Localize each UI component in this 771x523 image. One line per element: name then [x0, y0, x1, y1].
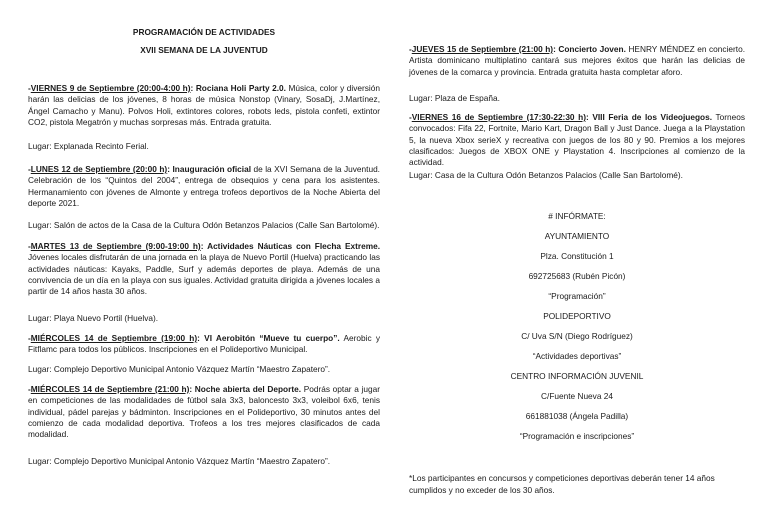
event-location: Lugar: Casa de la Cultura Odón Betanzos Palacios (Calle San Bartolomé). [409, 170, 683, 180]
info-line: AYUNTAMIENTO [544, 231, 610, 241]
info-line: POLIDEPORTIVO [543, 311, 611, 321]
event-name: Concierto Joven. [558, 44, 626, 54]
event-block: -MIÉRCOLES 14 de Septiembre (21:00 h): Noche abierta del Deporte. Podrás optar a jugar en competiciones de las modalidades de fútbol sala 3x3, baloncesto 3x3, voleibol 6x6, tenis individual, pádel parejas y bádminton. Inscripciones en el Polideportivo, 30 minutos antes del comienzo de cada modalidad deportiva. Trofeos a los tres mejores clasificados de cada modalidad. [28, 384, 380, 440]
event-location: Lugar: Playa Nuevo Portil (Huelva). [28, 313, 159, 323]
event-description: de la XVI Semana de la Juventud. Celebración de los “Quintos del 2004”, entrega de obsequios y cena para los asistentes. Hermanamiento con jóvenes de Almonte y entrega trofeos deportivos de la Noche Abierta del deporte 2021. [28, 164, 380, 208]
footnote: *Los participantes en concursos y competiciones deportivas deberán tener 14 años cumplidos y no exceder de los 30 años. [409, 473, 715, 495]
event-name: VI Aerobitón “Mueve tu cuerpo”. [204, 333, 340, 343]
event-description: Torneos convocados: Fifa 22, Fortnite, Mario Kart, Dragon Ball y Just Dance. Juega a la Playstation 5, la nueva Xbox serieX y recreativa con juegos de los 80 y 90. Premios a los mejores clasificados: Juegos de XBOX ONE y Playstation 4. Inscripciones al comienzo de la actividad. [409, 112, 746, 168]
info-line: 692725683 (Rubén Picón) [528, 271, 626, 281]
info-line: “Programación e inscripciones” [519, 431, 635, 441]
event-description: Podrás optar a jugar en competiciones de las modalidades de fútbol sala 3x3, baloncesto 3x3, voleibol 6x6, tenis individual, pádel parejas y bádminton. Inscripciones en el Polideportivo, 30 minutos antes del comienzo de cada modalidad deportiva. Trofeos a los tres mejores clasificados de cada modalidad. [28, 384, 380, 440]
event-block: -MIÉRCOLES 14 de Septiembre (19:00 h): VI Aerobitón “Mueve tu cuerpo”. Aerobic y Fitflamc para todos los públicos. Inscripciones en el Polideportivo Municipal. [28, 333, 380, 355]
info-line: Plza. Constitución 1 [540, 251, 614, 261]
event-block: -MARTES 13 de Septiembre (9:00-19:00 h): Actividades Náuticas con Flecha Extreme. Jóvenes locales disfrutarán de una jornada en la playa de Nuevo Portil (Huelva) practicando las actividades náuticas: Kayaks, Paddle, Surf y además deportes de playa. Además de una convivencia de un día en la playa con sus iguales. Actividad gratuita dirigida a jóvenes locales a partir de 14 años hasta 30 años. [28, 241, 381, 297]
event-name: Actividades Náuticas con Flecha Extreme. [207, 241, 381, 251]
event-date: MARTES 13 de Septiembre (9:00-19:00 h) [30, 241, 201, 251]
event-block: -LUNES 12 de Septiembre (20:00 h): Inauguración oficial de la XVI Semana de la Juventud. Celebración de los “Quintos del 2004”, entrega de obsequios y cena para los asistentes. Hermanamiento con jóvenes de Almonte y entrega trofeos deportivos de la Noche Abierta del deporte 2021. [28, 164, 380, 208]
event-name: Inauguración oficial [172, 164, 251, 174]
event-block: -VIERNES 9 de Septiembre (20:00-4:00 h): Rociana Holi Party 2.0. Música, color y diversión harán las delicias de los jóvenes, 8 horas de música Nonstop (Vinary, SosaDj, J.Martínez, Ángel Camacho y Manu). Polvos Holi, extintores colores, robots leds, pistola confeti, extintor CO2, pistola Megatrón y muchas sorpresas más. Entrada gratuita. [28, 83, 380, 127]
event-block: -VIERNES 16 de Septiembre (17:30-22:30 h): VIII Feria de los Videojuegos. Torneos convocados: Fifa 22, Fortnite, Mario Kart, Dragon Ball y Just Dance. Juega a la Playstation 5, la nueva Xbox serieX y recreativa con juegos de los 80 y 90. Premios a los mejores clasificados: Juegos de XBOX ONE y Playstation 4. Inscripciones al comienzo de la actividad. [409, 112, 746, 168]
event-location: Lugar: Explanada Recinto Ferial. [28, 141, 149, 151]
event-description: Música, color y diversión harán las delicias de los jóvenes, 8 horas de música Nonstop (Vinary, SosaDj, J.Martínez, Ángel Camacho y Manu). Polvos Holi, extintores colores, robots leds, pistola confeti, extintor CO2, pistola Megatrón y muchas sorpresas más. Entrada gratuita. [28, 83, 380, 127]
event-location: Lugar: Complejo Deportivo Municipal Antonio Vázquez Martín “Maestro Zapatero”. [28, 364, 331, 374]
event-location: Lugar: Plaza de España. [409, 93, 500, 103]
event-date: VIERNES 16 de Septiembre (17:30-22:30 h) [411, 112, 586, 122]
info-heading: # INFÓRMATE: [548, 211, 606, 221]
event-date: LUNES 12 de Septiembre (20:00 h) [30, 164, 168, 174]
info-line: “Actividades deportivas” [532, 351, 622, 361]
event-name: Rociana Holi Party 2.0 [195, 83, 284, 93]
event-name: VIII Feria de los Videojuegos. [592, 112, 713, 122]
page-subtitle: XVII SEMANA DE LA JUVENTUD [140, 45, 268, 55]
info-line: C/ Uva S/N (Diego Rodríguez) [521, 331, 633, 341]
event-description: Jóvenes locales disfrutarán de una jornada en la playa de Nuevo Portil (Huelva) practicando las actividades náuticas: Kayaks, Paddle, Surf y además deportes de playa. Además de una convivencia de un día en la playa con sus iguales. Actividad gratuita dirigida a jóvenes locales a partir de 14 años hasta 30 años. [28, 252, 380, 297]
info-line: “Programación” [548, 291, 606, 301]
info-line: CENTRO INFORMACIÓN JUVENIL [510, 371, 644, 381]
event-description: Aerobic y Fitflamc para todos los públicos. Inscripciones en el Polideportivo Municipal. [28, 333, 380, 355]
event-location: Lugar: Salón de actos de la Casa de la Cultura Odón Betanzos Palacios (Calle San Bartolomé). [28, 220, 380, 230]
page-title: PROGRAMACIÓN DE ACTIVIDADES [132, 27, 276, 37]
event-date: VIERNES 9 de Septiembre (20:00-4:00 h) [30, 83, 191, 93]
info-line: 661881038 (Ángela Padilla) [525, 411, 629, 421]
event-description: HENRY MÉNDEZ en concierto. Artista dominicano multiplatino cantará sus mejores éxitos que harán las delicias de jóvenes de la comarca y provincia. Entrada gratuita hasta completar aforo. [409, 44, 745, 77]
event-location: Lugar: Complejo Deportivo Municipal Antonio Vázquez Martín “Maestro Zapatero”. [28, 456, 331, 466]
event-date: JUEVES 15 de Septiembre (21:00 h) [411, 44, 554, 54]
info-line: C/Fuente Nueva 24 [541, 391, 613, 401]
event-date: MIÉRCOLES 14 de Septiembre (21:00 h) [30, 384, 190, 394]
event-date: MIÉRCOLES 14 de Septiembre (19:00 h) [30, 333, 198, 343]
event-block: -JUEVES 15 de Septiembre (21:00 h): Concierto Joven. HENRY MÉNDEZ en concierto. Artista dominicano multiplatino cantará sus mejores éxitos que harán las delicias de jóvenes de la comarca y provincia. Entrada gratuita hasta completar aforo. [409, 44, 745, 77]
event-name: Noche abierta del Deporte [194, 384, 299, 394]
